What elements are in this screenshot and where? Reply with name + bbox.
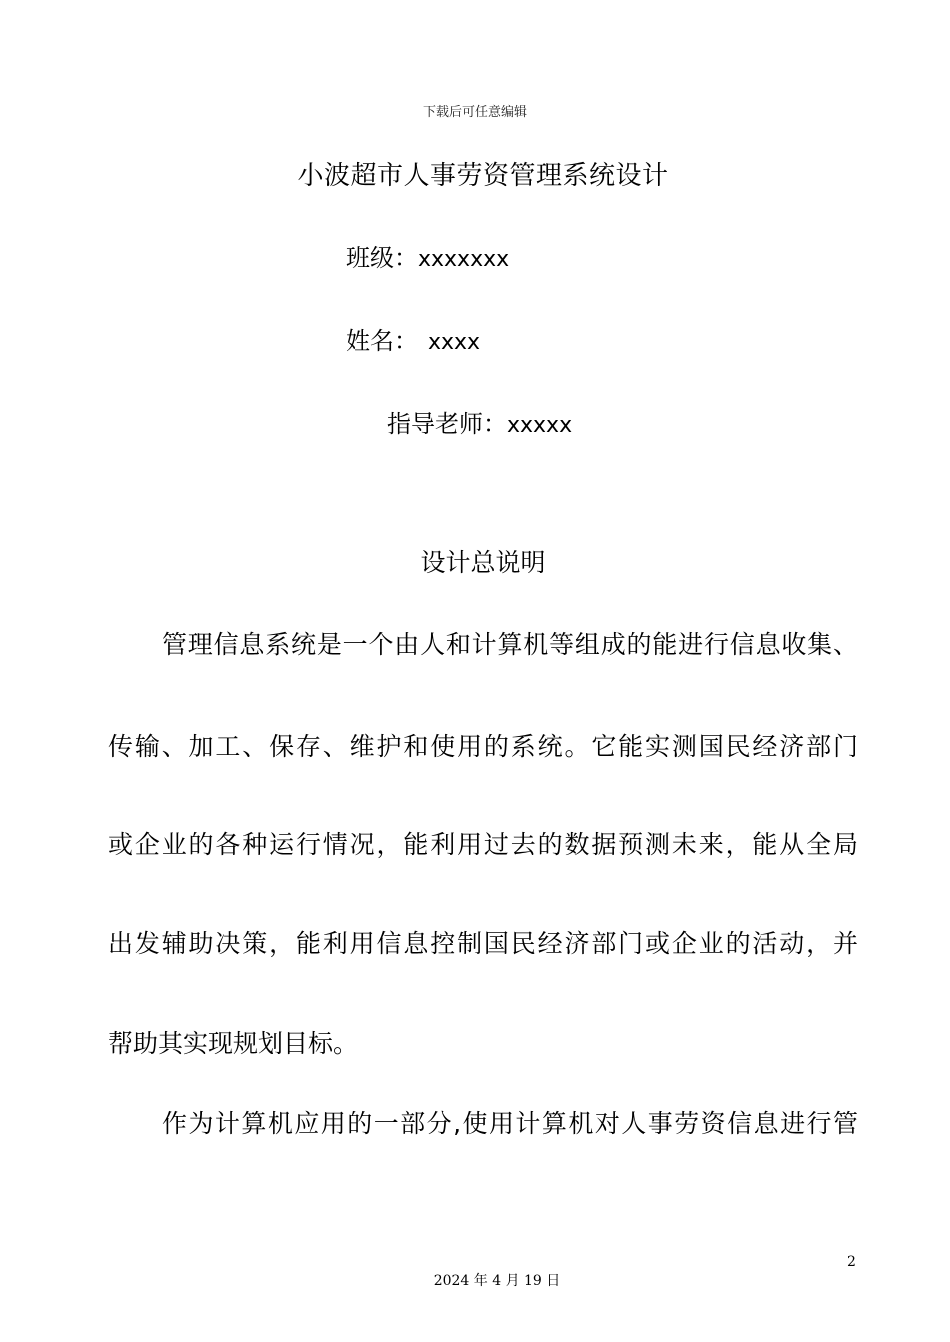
class-line (346, 238, 509, 273)
page-number: 2 (847, 1254, 856, 1270)
advisor-value: xxxxx (507, 413, 573, 438)
paragraph-2-line-1: 作为计算机应用的一部分,使用计算机对人事劳资信息进行管 (162, 1109, 858, 1138)
class-label: 班级： (346, 244, 418, 272)
advisor-line (387, 404, 572, 439)
header-note: 下载后可任意编辑 (422, 105, 527, 120)
advisor-label: 指导老师： (387, 410, 507, 438)
section-title: 设计总说明 (420, 548, 546, 577)
name-line (346, 321, 480, 356)
paragraph-1-line-1: 管理信息系统是一个由人和计算机等组成的能进行信息收集、 (162, 630, 858, 659)
paragraph-1-line-3: 或企业的各种运行情况，能利用过去的数据预测未来，能从全局 (108, 830, 858, 859)
footer-date: 2024 年 4 月 19 日 (433, 1273, 561, 1289)
class-value: xxxxxxx (418, 247, 510, 272)
document-title: 小波超市人事劳资管理系统设计 (297, 161, 669, 191)
paragraph-1-line-5: 帮助其实现规划目标。 (108, 1029, 359, 1058)
name-value: xxxx (428, 330, 481, 355)
paragraph-1-line-2: 传输、加工、保存、维护和使用的系统。它能实测国民经济部门 (108, 732, 858, 761)
paragraph-1-line-4: 出发辅助决策，能利用信息控制国民经济部门或企业的活动，并 (108, 929, 858, 958)
name-label: 姓名： (346, 327, 418, 355)
